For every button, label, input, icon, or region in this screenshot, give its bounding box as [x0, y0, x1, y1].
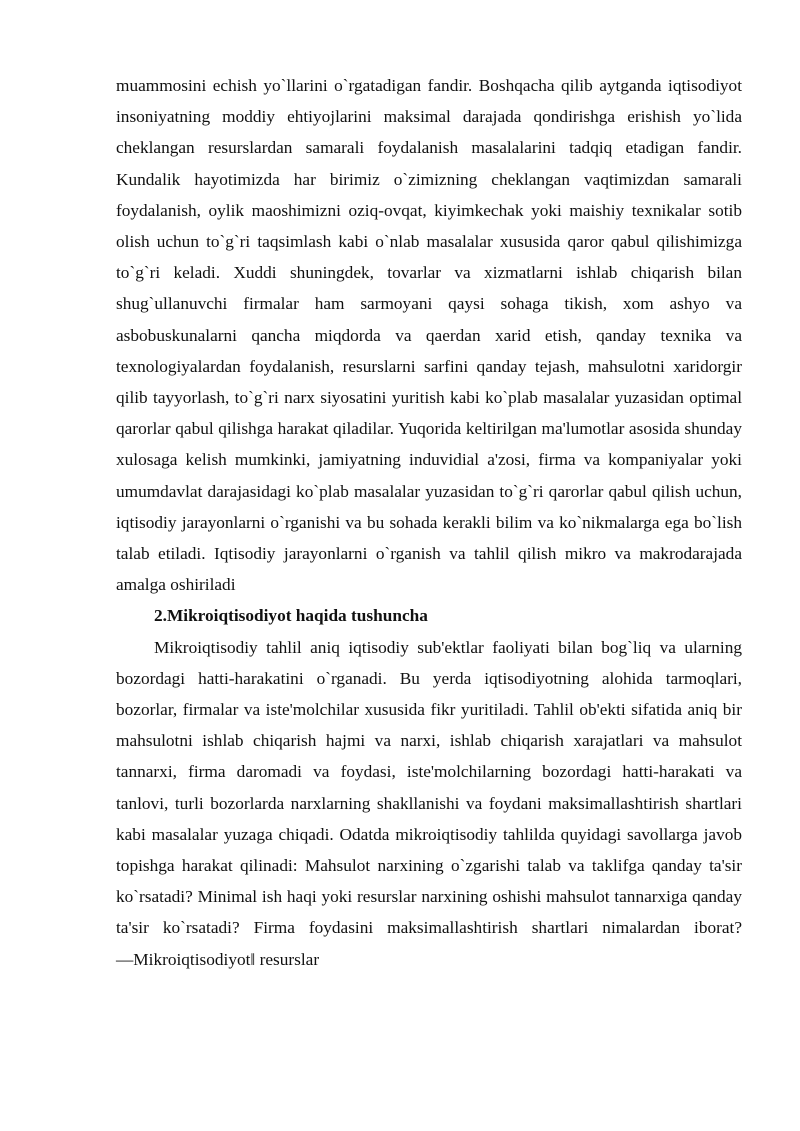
body-paragraph-2: Mikroiqtisodiy tahlil aniq iqtisodiy sub'ektlar faoliyati bilan bog`liq va ularning bozordagi hatti-harakatini o`rganadi. Bu yerda iqtisodiyotning alohida tarmoqlari, bozorlar, firmalar va iste'molchilar xususida fikr yuritiladi. Tahlil ob'ekti sifatida aniq bir mahsulotni ishlab chiqarish hajmi va narxi, ishlab chiqarish xarajatlari va mahsulot tannarxi, firma daromadi va foydasi, iste'molchilarning bozordagi hatti-harakati va tanlovi, turli bozorlarda narxlarning shakllanishi va foydani maksimallashtirish shartlari kabi masalalar yuzaga chiqadi. Odatda mikroiqtisodiy tahlilda quyidagi savollarga javob topishga harakat qilinadi: Mahsulot narxining o`zgarishi talab va taklifga qanday ta'sir ko`rsatadi? Minimal ish haqi yoki resurslar narxining oshishi mahsulot tannarxiga qanday ta'sir ko`rsatadi? Firma foydasini maksimallashtirish shartlari nimalardan iborat? ―Mikroiqtisodiyot‖ resurslar [116, 637, 742, 969]
section-heading: 2.Mikroiqtisodiyot haqida tushuncha [154, 606, 428, 626]
document-page [116, 70, 742, 975]
body-paragraph-1: muammosini echish yo`llarini o`rgatadigan fandir. Boshqacha qilib aytganda iqtisodiyot insoniyatning moddiy ehtiyojlarini maksimal darajada qondirishga erishish yo`lida cheklangan resurslardan samarali foydalanish masalalarini tadqiq etadigan fandir. Kundalik hayotimizda har birimiz o`zimizning cheklangan vaqtimizdan samarali foydalanish, oylik maoshimizni oziq-ovqat, kiyimkechak yoki maishiy texnikalar sotib olish uchun to`g`ri taqsimlash kabi o`nlab masalalar xususida qaror qabul qilishimizga to`g`ri keladi. Xuddi shuningdek, tovarlar va xizmatlarni ishlab chiqarish bilan shug`ullanuvchi firmalar ham sarmoyani qaysi sohaga tikish, xom ashyo va asbobuskunalarni qancha miqdorda va qaerdan xarid etish, qanday texnika va texnologiyalardan foydalanish, resurslarni sarfini qanday tejash, mahsulotni xaridorgir qilib tayyorlash, to`g`ri narx siyosatini yuritish kabi ko`plab masalalar yuzasidan optimal qarorlar qabul qilishga harakat qiladilar. Yuqorida keltirilgan ma'lumotlar asosida shunday xulosaga kelish mumkinki, jamiyatning induvidial a'zosi, firma va kompaniyalar yoki umumdavlat darajasidagi ko`plab masalalar yuzasidan to`g`ri qarorlar qabul qilish uchun, iqtisodiy jarayonlarni o`rganishi va bu sohada kerakli bilim va ko`nikmalarga ega bo`lish talab etiladi. Iqtisodiy jarayonlarni o`rganish va tahlil qilish mikro va makrodarajada amalga oshiriladi [116, 76, 742, 595]
